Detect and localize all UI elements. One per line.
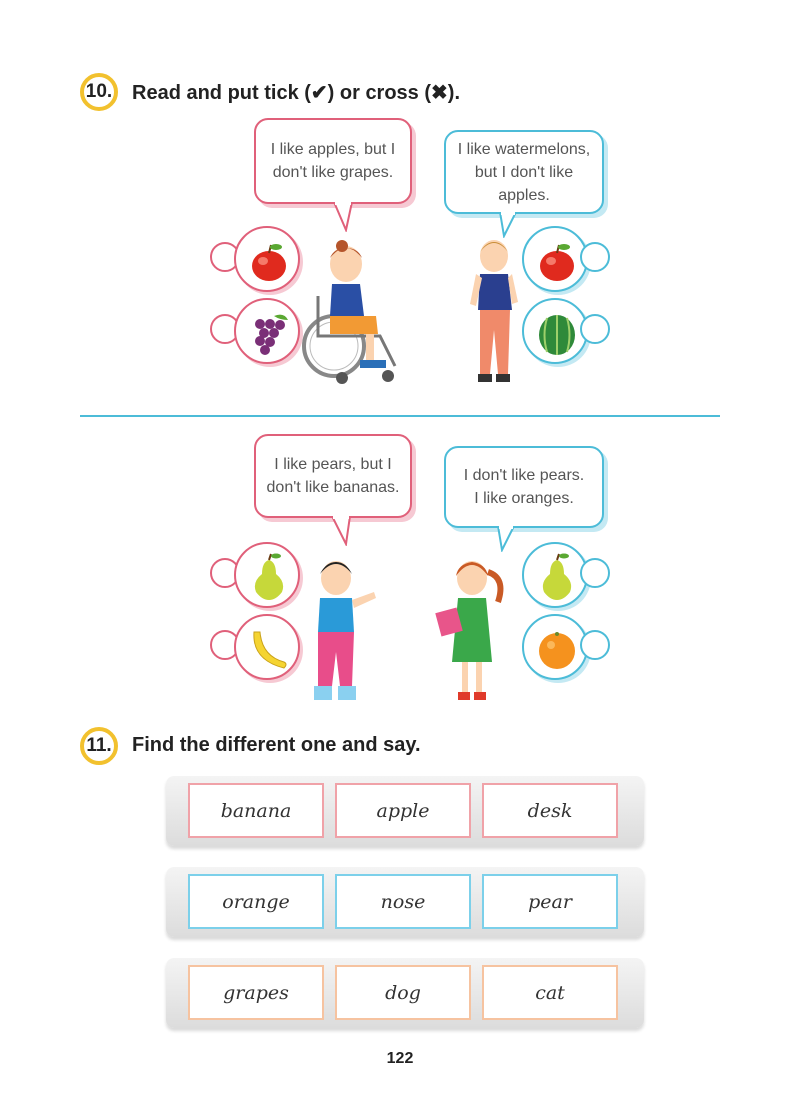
speech-bubble-boy-top xyxy=(444,130,604,214)
word-card[interactable]: nose xyxy=(335,874,471,929)
bubble-text: I don't like pears. I like oranges. xyxy=(463,467,585,507)
speech-bubble-girl-bottom xyxy=(444,446,604,528)
bubble-text: I like pears, but I don't like bananas. xyxy=(266,456,400,496)
fruit-pear xyxy=(522,542,588,608)
word-card[interactable]: cat xyxy=(482,965,618,1020)
exercise-10-number: 10. xyxy=(80,73,118,111)
word-card[interactable]: apple xyxy=(335,783,471,838)
bubble-text: I like apples, but I don't like grapes. xyxy=(270,141,396,181)
apple-icon xyxy=(244,236,294,286)
word-card[interactable]: dog xyxy=(335,965,471,1020)
fruit-banana xyxy=(234,614,300,680)
word-card[interactable]: grapes xyxy=(188,965,324,1020)
watermelon-icon xyxy=(532,308,582,358)
fruit-grapes xyxy=(234,298,300,364)
exercise-11-title: Find the different one and say. xyxy=(132,734,421,756)
word-card[interactable]: desk xyxy=(482,783,618,838)
exercise-10-title: Read and put tick (✔) or cross (✖). xyxy=(132,82,460,104)
answer-circle[interactable] xyxy=(580,242,610,272)
section-divider xyxy=(80,415,720,417)
bubble-tail xyxy=(332,202,356,232)
fruit-orange xyxy=(522,614,588,680)
banana-icon xyxy=(244,624,294,674)
speech-bubble-boy-bottom xyxy=(254,434,412,518)
answer-circle[interactable] xyxy=(580,558,610,588)
boy-bottom-illustration xyxy=(306,556,386,712)
bubble-tail xyxy=(330,516,354,546)
word-row-1 xyxy=(166,776,644,846)
page-number: 122 xyxy=(386,1050,414,1067)
fruit-pear xyxy=(234,542,300,608)
fruit-watermelon xyxy=(522,298,588,364)
word-row-2 xyxy=(166,867,644,937)
bubble-tail xyxy=(496,526,520,552)
word-row-3 xyxy=(166,958,644,1028)
word-card[interactable]: orange xyxy=(188,874,324,929)
pear-icon xyxy=(244,552,294,602)
speech-bubble-girl-wheelchair xyxy=(254,118,412,204)
apple-icon xyxy=(532,236,582,286)
fruit-apple xyxy=(234,226,300,292)
girl-wheelchair-illustration xyxy=(300,236,412,386)
girl-bottom-illustration xyxy=(432,554,514,710)
word-card[interactable]: pear xyxy=(482,874,618,929)
grapes-icon xyxy=(244,308,294,358)
answer-circle[interactable] xyxy=(580,314,610,344)
bubble-text: I like watermelons, but I don't like apples. xyxy=(457,140,591,204)
fruit-apple xyxy=(522,226,588,292)
pear-icon xyxy=(532,552,582,602)
exercise-11-number: 11. xyxy=(80,727,118,765)
word-card[interactable]: banana xyxy=(188,783,324,838)
answer-circle[interactable] xyxy=(580,630,610,660)
orange-icon xyxy=(532,624,582,674)
